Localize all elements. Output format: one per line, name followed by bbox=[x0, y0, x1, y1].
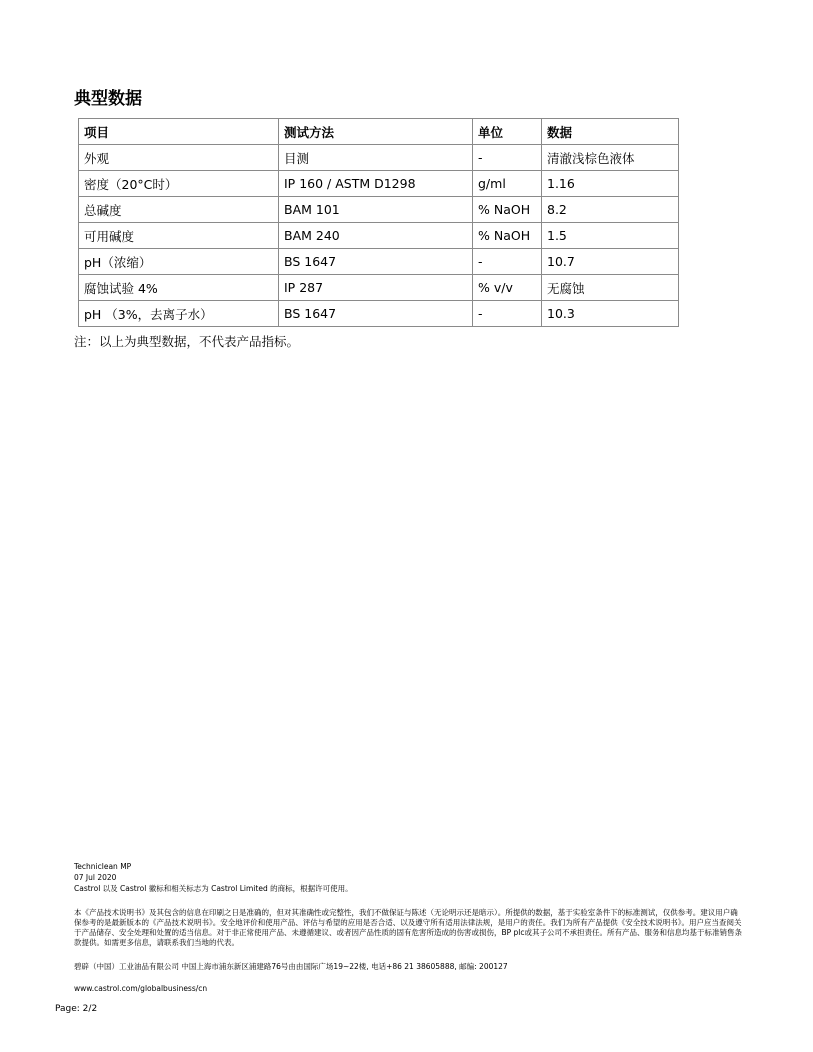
cell-item: 总碱度 bbox=[79, 197, 279, 223]
cell-unit: % NaOH bbox=[473, 197, 542, 223]
cell-method: IP 287 bbox=[279, 275, 473, 301]
header-value: 数据 bbox=[542, 119, 679, 145]
cell-unit: % v/v bbox=[473, 275, 542, 301]
footer-product-name: Techniclean MP bbox=[74, 862, 132, 871]
cell-value: 1.5 bbox=[542, 223, 679, 249]
cell-method: IP 160 / ASTM D1298 bbox=[279, 171, 473, 197]
cell-value: 清澈浅棕色液体 bbox=[542, 145, 679, 171]
cell-value: 10.3 bbox=[542, 301, 679, 327]
page-number: Page: 2/2 bbox=[55, 1004, 98, 1014]
footer-date: 07 Jul 2020 bbox=[74, 873, 117, 882]
table-note: 注：以上为典型数据，不代表产品指标。 bbox=[74, 334, 300, 349]
cell-method: BS 1647 bbox=[279, 249, 473, 275]
cell-value: 8.2 bbox=[542, 197, 679, 223]
cell-method: 目测 bbox=[279, 145, 473, 171]
table-row bbox=[79, 249, 679, 275]
table-header-row bbox=[79, 119, 679, 145]
cell-unit: g/ml bbox=[473, 171, 542, 197]
section-title: 典型数据 bbox=[74, 89, 142, 109]
header-item: 项目 bbox=[79, 119, 279, 145]
table-row bbox=[79, 171, 679, 197]
cell-method: BS 1647 bbox=[279, 301, 473, 327]
header-unit: 单位 bbox=[473, 119, 542, 145]
footer-trademark: Castrol 以及 Castrol 徽标和相关标志为 Castrol Limited 的商标，根据许可使用。 bbox=[74, 884, 353, 893]
cell-method: BAM 240 bbox=[279, 223, 473, 249]
table-row bbox=[79, 223, 679, 249]
cell-item: 外观 bbox=[79, 145, 279, 171]
cell-method: BAM 101 bbox=[279, 197, 473, 223]
cell-unit: - bbox=[473, 301, 542, 327]
typical-data-table bbox=[78, 118, 679, 327]
footer-disclaimer: 本《产品技术说明书》及其包含的信息在印刷之日是准确的，但对其准确性或完整性，我们不做保证与陈述（无论明示还是暗示）。所提供的数据，基于实验室条件下的标准测试，仅供参考。建议用户确保参考的是最新版本的《产品技术说明书》。安全地评价和使用产品、评估与希望的应用是否合适、以及遵守所有适用法律法规，是用户的责任。我们为所有产品提供《安全技术说明书》。用户应当查阅关于产品储存、安全处理和处置的适当信息。对于非正常使用产品、未遵循建议、或者因产品性质的固有危害所造成的伤害或损伤，BP plc或其子公司不承担责任。所有产品、服务和信息均基于标准销售条款提供。如需更多信息，请联系我们当地的代表。 bbox=[74, 908, 743, 947]
table-row bbox=[79, 197, 679, 223]
cell-item: 密度（20°C时） bbox=[79, 171, 279, 197]
cell-item: pH（浓缩） bbox=[79, 249, 279, 275]
cell-item: pH （3%，去离子水） bbox=[79, 301, 279, 327]
table-row bbox=[79, 301, 679, 327]
table-row bbox=[79, 145, 679, 171]
cell-unit: - bbox=[473, 249, 542, 275]
footer-website-link[interactable]: www.castrol.com/globalbusiness/cn bbox=[74, 984, 208, 993]
header-test-method: 测试方法 bbox=[279, 119, 473, 145]
footer-address: 碧辟（中国）工业油品有限公司 中国上海市浦东新区浦建路76号由由国际广场19~22楼, 电话+86 21 38605888, 邮编: 200127 bbox=[74, 962, 508, 971]
cell-item: 腐蚀试验 4% bbox=[79, 275, 279, 301]
cell-unit: % NaOH bbox=[473, 223, 542, 249]
cell-unit: - bbox=[473, 145, 542, 171]
cell-value: 10.7 bbox=[542, 249, 679, 275]
table-row bbox=[79, 275, 679, 301]
cell-value: 无腐蚀 bbox=[542, 275, 679, 301]
cell-item: 可用碱度 bbox=[79, 223, 279, 249]
cell-value: 1.16 bbox=[542, 171, 679, 197]
